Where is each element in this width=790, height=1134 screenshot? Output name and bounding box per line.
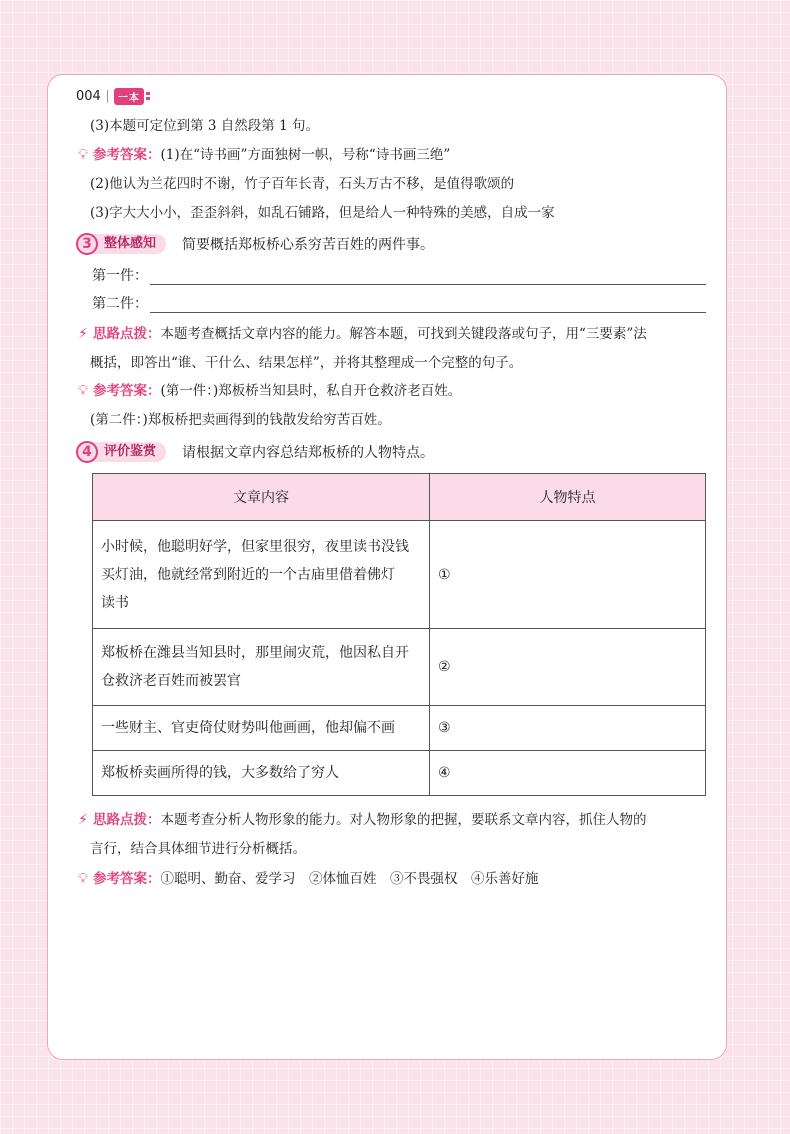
- hint-block: [76, 811, 647, 829]
- cell-line: 读书: [101, 594, 129, 611]
- cell-line: 仓救济老百姓而被罢官: [101, 673, 241, 689]
- logo-dots-icon: [146, 92, 150, 100]
- section-4-header: [76, 441, 434, 463]
- cell-line: 小时候，他聪明好学，但家里很穷，夜里读书没钱: [101, 538, 409, 555]
- section-tag: 整体感知: [90, 234, 166, 254]
- fill-label: 第一件：: [92, 268, 148, 284]
- section-question: 请根据文章内容总结郑板桥的人物特点。: [182, 445, 435, 461]
- answer-block: [76, 146, 450, 164]
- section-number: 3: [76, 233, 98, 255]
- answer-label: 参考答案：: [93, 147, 161, 163]
- answer-line: ①聪明、勤奋、爱学习 ②体恤百姓 ③不畏强权 ④乐善好施: [160, 871, 539, 887]
- answer-fill-row: [92, 293, 706, 313]
- table-header-row: [93, 474, 706, 521]
- answer-label: 参考答案：: [93, 871, 161, 887]
- table-row: [93, 521, 706, 629]
- content-cell: [93, 521, 430, 629]
- cell-line: 郑板桥在潍县当知县时，那里闹灾荒，他因私自开: [101, 645, 409, 661]
- answer-fill-row: [92, 265, 706, 285]
- section-tag: 评价鉴赏: [90, 442, 166, 462]
- hint-line: 概括，即答出“谁、干什么、结果怎样”，并将其整理成一个完整的句子。: [90, 355, 523, 371]
- answer-line: (3)字大大小小，歪歪斜斜，如乱石铺路，但是给人一种特殊的美感，自成一家: [90, 205, 555, 221]
- brand-logo: 一本: [114, 88, 144, 105]
- section-3-header: [76, 233, 434, 255]
- fill-blank-line[interactable]: [150, 296, 706, 313]
- trait-cell[interactable]: ①: [430, 521, 706, 629]
- cell-line: 一些财主、官吏倚仗财势叫他画画，他却偏不画: [101, 720, 395, 736]
- trait-cell[interactable]: ④: [430, 751, 706, 796]
- table-row: [93, 751, 706, 796]
- page-header: [76, 87, 150, 105]
- fill-label: 第二件：: [92, 296, 148, 312]
- trait-cell[interactable]: ③: [430, 706, 706, 751]
- table-row: [93, 706, 706, 751]
- lightning-icon: ⚡︎: [78, 326, 88, 342]
- content-cell: [93, 706, 430, 751]
- lightbulb-icon: 💡︎: [78, 383, 88, 399]
- section-number: 4: [76, 441, 98, 463]
- lightbulb-icon: 💡︎: [78, 147, 88, 163]
- hint-label: 思路点拨：: [93, 812, 161, 828]
- section-question: 简要概括郑板桥心系穷苦百姓的两件事。: [182, 237, 435, 253]
- answer-line: (3)本题可定位到第 3 自然段第 1 句。: [90, 118, 319, 134]
- hint-line: 本题考查概括文章内容的能力。解答本题，可找到关键段落或句子，用“三要素”法: [160, 326, 647, 342]
- page-number: 004: [76, 88, 101, 104]
- character-trait-table: [92, 473, 706, 796]
- hint-block: [76, 325, 647, 343]
- table-row: [93, 629, 706, 706]
- hint-line: 言行，结合具体细节进行分析概括。: [90, 841, 306, 857]
- answer-label: 参考答案：: [93, 383, 161, 399]
- answer-line: (第一件：)郑板桥当知县时，私自开仓救济老百姓。: [160, 383, 462, 399]
- content-cell: [93, 629, 430, 706]
- trait-cell[interactable]: ②: [430, 629, 706, 706]
- hint-line: 本题考查分析人物形象的能力。对人物形象的把握，要联系文章内容，抓住人物的: [160, 812, 647, 828]
- answer-line: (2)他认为兰花四时不谢，竹子百年长青，石头万古不移，是值得歌颂的: [90, 176, 515, 192]
- page: [47, 74, 727, 1060]
- lightbulb-icon: 💡︎: [78, 871, 88, 887]
- column-header: 人物特点: [430, 474, 706, 521]
- hint-label: 思路点拨：: [93, 326, 161, 342]
- answer-block: [76, 382, 461, 400]
- header-divider: [107, 90, 108, 103]
- cell-line: 郑板桥卖画所得的钱，大多数给了穷人: [101, 765, 339, 781]
- answer-line: (第二件：)郑板桥把卖画得到的钱散发给穷苦百姓。: [90, 412, 391, 428]
- cell-line: 买灯油，他就经常到附近的一个古庙里借着佛灯: [101, 566, 395, 583]
- answer-line: (1)在“诗书画”方面独树一帜，号称“诗书画三绝”: [160, 147, 451, 163]
- content-cell: [93, 751, 430, 796]
- lightning-icon: ⚡︎: [78, 812, 88, 828]
- answer-block: [76, 870, 539, 888]
- column-header: 文章内容: [93, 474, 430, 521]
- fill-blank-line[interactable]: [150, 268, 706, 285]
